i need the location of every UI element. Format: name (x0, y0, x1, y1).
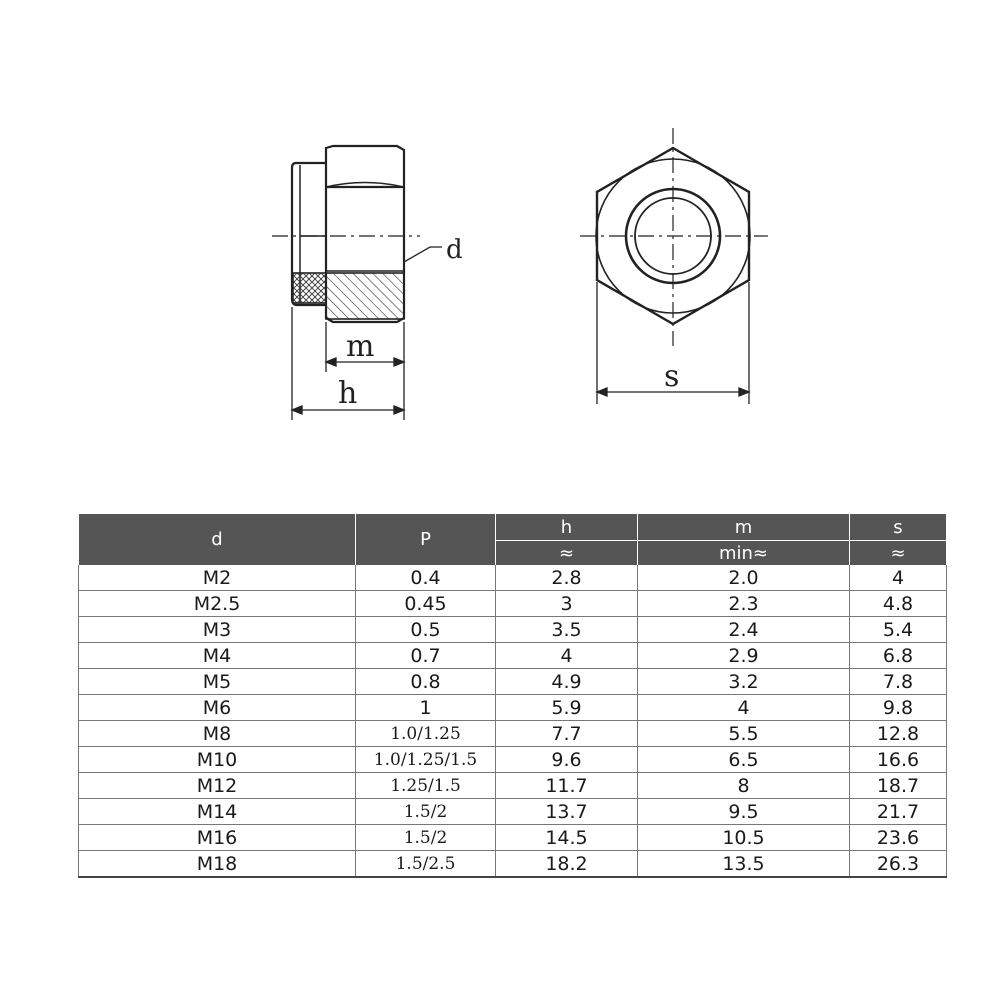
header-m: m (638, 514, 850, 541)
header-h-sub: ≈ (496, 541, 638, 566)
header-p: P (356, 514, 496, 565)
cell-d: M5 (79, 669, 356, 695)
cell-s: 26.3 (850, 851, 947, 878)
table-row (79, 669, 947, 695)
cell-h: 5.9 (496, 695, 638, 721)
cell-s: 16.6 (850, 747, 947, 773)
cell-s: 5.4 (850, 617, 947, 643)
cell-m: 9.5 (638, 799, 850, 825)
body-section (326, 273, 404, 319)
cell-h: 2.8 (496, 565, 638, 591)
cell-d: M12 (79, 773, 356, 799)
table-row (79, 799, 947, 825)
cell-s: 4 (850, 565, 947, 591)
cell-d: M4 (79, 643, 356, 669)
spec-table-body (79, 565, 947, 877)
nut-spec-table (78, 514, 947, 878)
cell-s: 21.7 (850, 799, 947, 825)
cell-p: 1.5/2.5 (356, 851, 496, 878)
cell-s: 7.8 (850, 669, 947, 695)
table-row (79, 643, 947, 669)
header-h: h (496, 514, 638, 541)
cell-h: 9.6 (496, 747, 638, 773)
cell-p: 1.0/1.25 (356, 721, 496, 747)
cell-d: M16 (79, 825, 356, 851)
table-row (79, 617, 947, 643)
cell-d: M10 (79, 747, 356, 773)
table-row (79, 825, 947, 851)
cell-p: 0.7 (356, 643, 496, 669)
header-m-sub: min≈ (638, 541, 850, 566)
cell-h: 18.2 (496, 851, 638, 878)
header-s: s (850, 514, 947, 541)
table-row (79, 747, 947, 773)
label-d: d (446, 235, 463, 265)
table-row (79, 721, 947, 747)
table-row (79, 591, 947, 617)
cell-p: 1.5/2 (356, 799, 496, 825)
cell-s: 12.8 (850, 721, 947, 747)
table-row (79, 773, 947, 799)
cell-m: 2.4 (638, 617, 850, 643)
cell-p: 0.5 (356, 617, 496, 643)
table-row (79, 851, 947, 878)
cell-d: M3 (79, 617, 356, 643)
nylon-insert-section (293, 273, 326, 303)
header-d: d (79, 514, 356, 565)
cell-p: 1 (356, 695, 496, 721)
cell-s: 18.7 (850, 773, 947, 799)
label-s: s (664, 359, 680, 394)
cell-m: 6.5 (638, 747, 850, 773)
cell-m: 2.3 (638, 591, 850, 617)
cell-h: 14.5 (496, 825, 638, 851)
cell-h: 4.9 (496, 669, 638, 695)
side-view (272, 146, 442, 322)
nut-technical-drawing (0, 0, 1000, 470)
cell-d: M18 (79, 851, 356, 878)
cell-m: 8 (638, 773, 850, 799)
cell-h: 13.7 (496, 799, 638, 825)
cell-m: 13.5 (638, 851, 850, 878)
cell-p: 0.4 (356, 565, 496, 591)
label-m: m (346, 329, 375, 364)
cell-d: M2.5 (79, 591, 356, 617)
cell-m: 3.2 (638, 669, 850, 695)
cell-s: 4.8 (850, 591, 947, 617)
cell-m: 2.0 (638, 565, 850, 591)
cell-h: 4 (496, 643, 638, 669)
label-h: h (338, 376, 358, 411)
cell-m: 4 (638, 695, 850, 721)
cell-m: 10.5 (638, 825, 850, 851)
top-view (580, 128, 768, 346)
cell-h: 3 (496, 591, 638, 617)
cell-d: M14 (79, 799, 356, 825)
cell-h: 7.7 (496, 721, 638, 747)
cell-p: 1.0/1.25/1.5 (356, 747, 496, 773)
cell-h: 3.5 (496, 617, 638, 643)
cell-d: M6 (79, 695, 356, 721)
cell-d: M2 (79, 565, 356, 591)
cell-h: 11.7 (496, 773, 638, 799)
cell-s: 9.8 (850, 695, 947, 721)
cell-d: M8 (79, 721, 356, 747)
cell-p: 1.5/2 (356, 825, 496, 851)
header-s-sub: ≈ (850, 541, 947, 566)
cell-s: 23.6 (850, 825, 947, 851)
cell-p: 0.45 (356, 591, 496, 617)
cell-p: 1.25/1.5 (356, 773, 496, 799)
cell-m: 5.5 (638, 721, 850, 747)
table-row (79, 695, 947, 721)
table-row (79, 565, 947, 591)
cell-p: 0.8 (356, 669, 496, 695)
cell-s: 6.8 (850, 643, 947, 669)
cell-m: 2.9 (638, 643, 850, 669)
